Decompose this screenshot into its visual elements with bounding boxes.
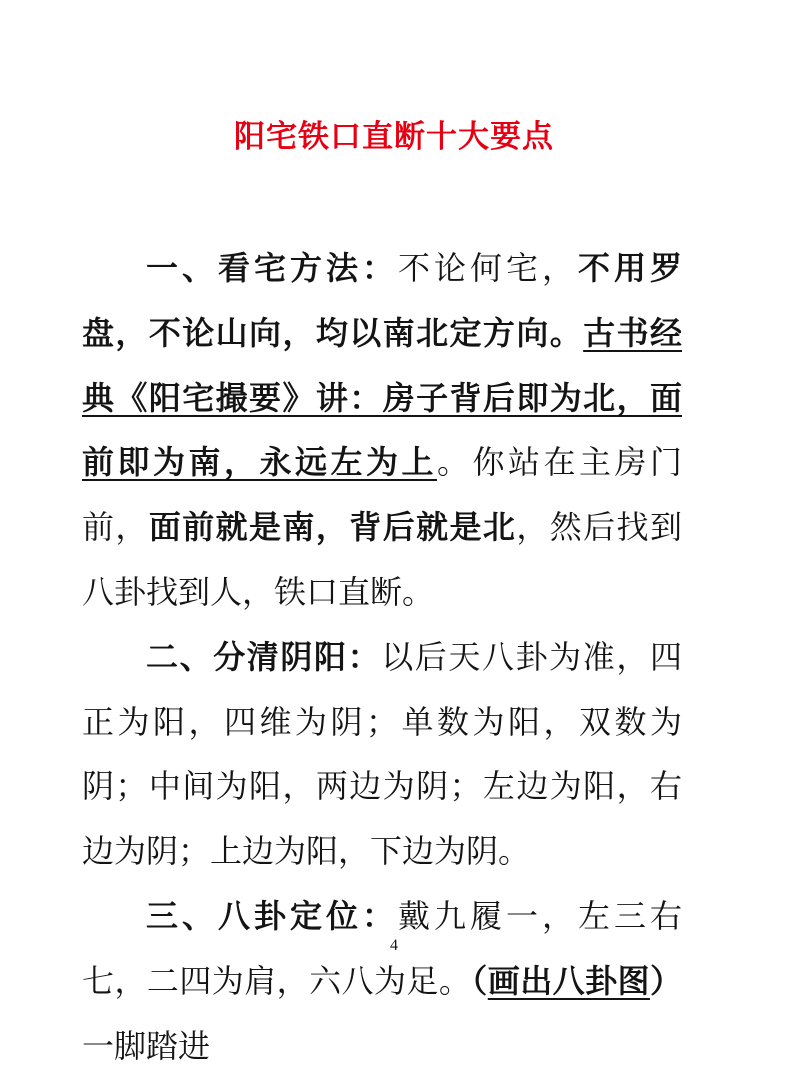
paragraph	[82, 884, 682, 1078]
text-segment: 。你站在主房门前，	[82, 443, 682, 547]
paragraph	[82, 236, 682, 625]
text-segment: ）	[649, 961, 682, 1000]
text-segment: 面前就是南，背后就是北	[148, 508, 517, 547]
text-segment: 二、分清阴阳：	[146, 637, 382, 676]
text-segment: 古书经典《阳宅撮要》讲：房子背后即为北，面前即为南，永远左为上	[82, 313, 682, 482]
text-segment: 以后天八卦为准，四正为阳，四维为阴；单数为阳，双数为阴；中间为阳，两边为阴；左边为阳，右边为阴；上边为阳，下边为阴。	[82, 637, 682, 871]
text-segment: 三、八卦定位：	[146, 896, 398, 935]
text-segment: 一脚踏进	[82, 1026, 211, 1065]
paragraph	[82, 625, 682, 884]
page-number: 4	[390, 937, 398, 954]
document-title: 阳宅铁口直断十大要点	[234, 119, 554, 155]
text-segment: ，然后找到八卦找到人，铁口直断。	[82, 508, 682, 611]
text-segment: （	[471, 961, 488, 1000]
text-segment: 戴九履一，左三右七，二四为肩，六八为足。	[82, 896, 682, 1000]
text-segment: 不用罗盘，不论山向，均以南北定方向。	[82, 249, 682, 352]
text-segment: 画出八卦图	[487, 961, 650, 1000]
text-segment: 一、看宅方法：	[146, 249, 398, 287]
text-segment: 不论何宅，	[397, 249, 578, 287]
